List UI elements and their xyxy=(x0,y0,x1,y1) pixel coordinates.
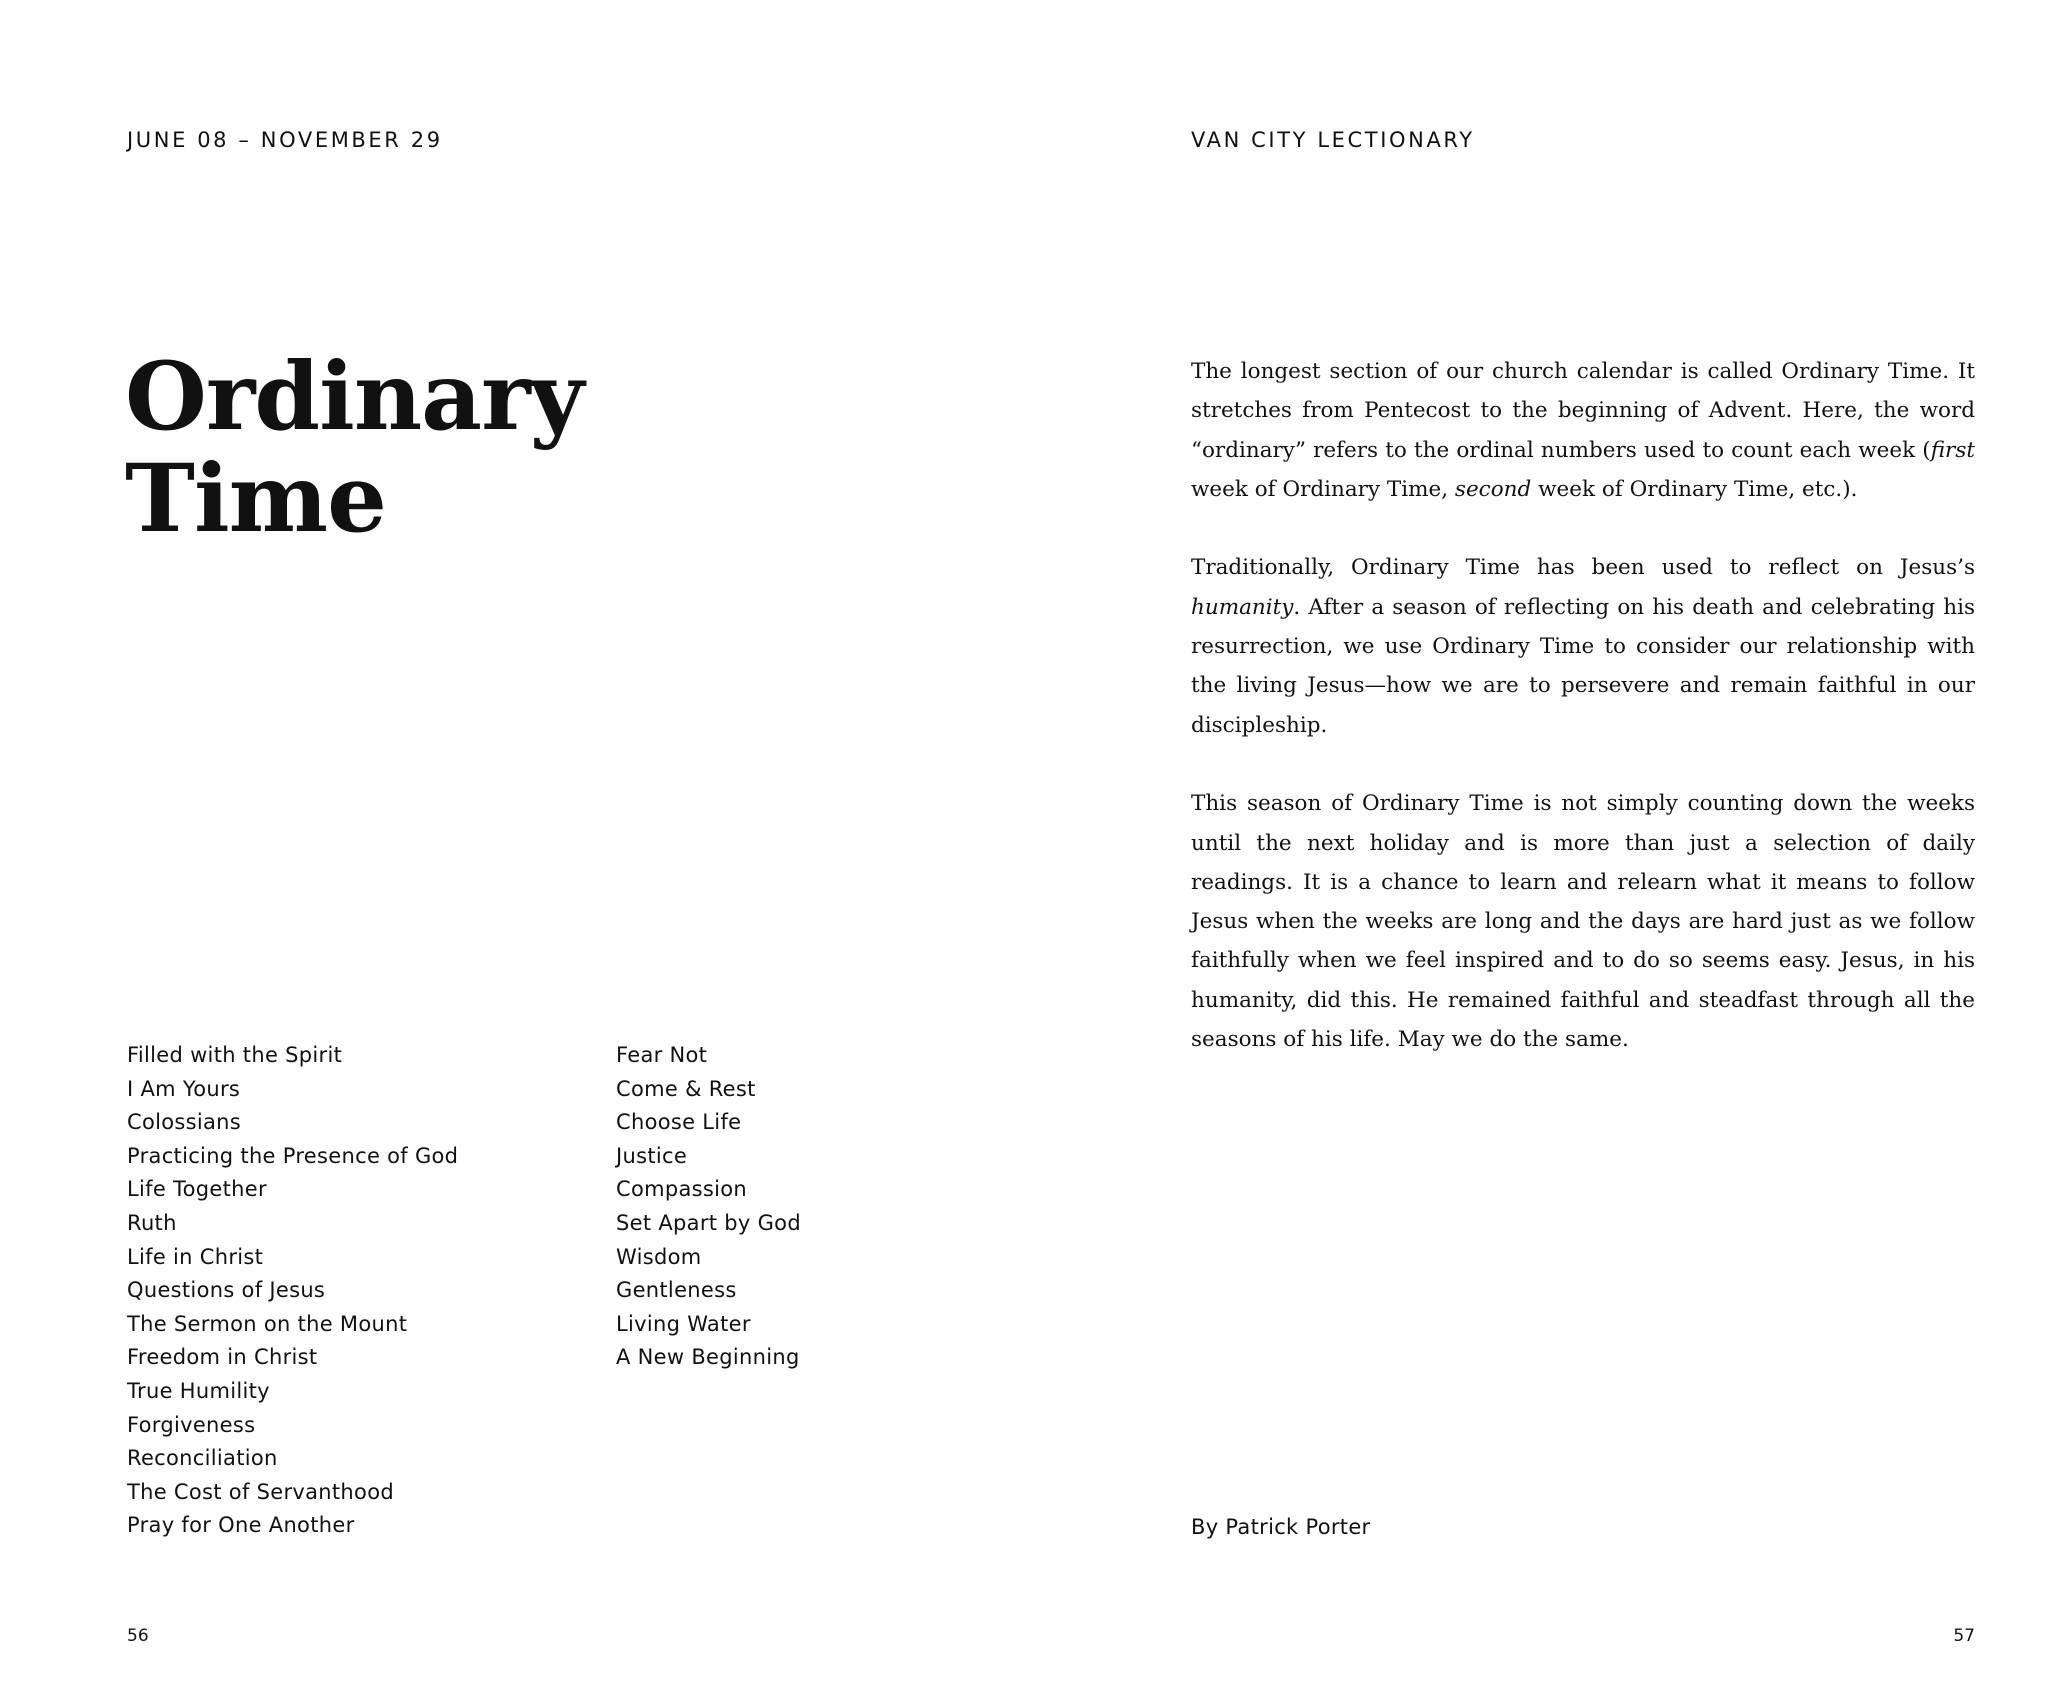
topic-item: Wisdom xyxy=(616,1244,702,1269)
topic-item: Choose Life xyxy=(616,1110,742,1135)
paragraph-text: week of Ordinary Time, etc.). xyxy=(1531,476,1858,502)
page-number-left: 56 xyxy=(127,1626,149,1646)
topics-list-column-1 xyxy=(127,1039,458,1543)
topic-item: Set Apart by God xyxy=(616,1210,801,1235)
running-head-publication: VAN CITY LECTIONARY xyxy=(1191,128,1475,152)
topic-item: Filled with the Spirit xyxy=(127,1043,343,1067)
paragraph-text: . After a season of reflecting on his death and celebrating his resurrection, we use Ordinary Time to consider our relationship with the living Jesus—how we are to persevere and remain faithful in our discipleship. xyxy=(1191,594,1975,738)
essay-paragraph-1 xyxy=(1191,352,1975,509)
topic-item: The Sermon on the Mount xyxy=(127,1311,408,1336)
topic-item: Practicing the Presence of God xyxy=(127,1143,459,1168)
topic-item: A New Beginning xyxy=(616,1345,800,1370)
paragraph-text: week of Ordinary Time, xyxy=(1191,476,1455,502)
topic-item: Gentleness xyxy=(616,1278,737,1303)
topic-item: Colossians xyxy=(127,1110,242,1135)
topic-item: Living Water xyxy=(616,1311,751,1336)
topic-item: Life Together xyxy=(127,1177,267,1202)
author-byline: By Patrick Porter xyxy=(1191,1515,1371,1539)
paragraph-text: Traditionally, Ordinary Time has been used to reflect on Jesus’s xyxy=(1191,555,1975,581)
title-line-2: Time xyxy=(125,444,386,554)
topic-item: Forgiveness xyxy=(127,1412,256,1437)
page-number-right: 57 xyxy=(1953,1626,1975,1646)
title-line-1: Ordinary xyxy=(125,342,584,452)
topics-list-column-2 xyxy=(616,1039,801,1375)
topic-item: Compassion xyxy=(616,1177,748,1202)
topic-item: Fear Not xyxy=(616,1043,708,1067)
page-title xyxy=(125,342,584,554)
emphasis-second: second xyxy=(1454,476,1532,502)
topic-item: Reconciliation xyxy=(127,1446,278,1471)
essay-body xyxy=(1191,352,1975,1059)
topic-item: Life in Christ xyxy=(127,1244,264,1269)
right-page xyxy=(1025,0,2050,1700)
essay-paragraph-3: This season of Ordinary Time is not simply counting down the weeks until the next holiday and is more than just a selection of daily readings. It is a chance to learn and relearn what it means to follow Jesus when the weeks are long and the days are hard just as we follow faithfully when we feel inspired and to do so seems easy. Jesus, in his humanity, did this. He remained faithful and steadfast through all the seasons of his life. May we do the same. xyxy=(1191,791,1975,1053)
topic-item: True Humility xyxy=(127,1378,270,1403)
emphasis-first: first xyxy=(1930,437,1975,463)
topic-item: Pray for One Another xyxy=(127,1513,355,1538)
essay-paragraph-2 xyxy=(1191,548,1975,744)
topic-item: Justice xyxy=(616,1143,688,1168)
paragraph-text: The longest section of our church calendar is called Ordinary Time. It stretches from Pentecost to the beginning of Advent. Here, the word “ordinary” refers to the ordinal numbers used to count each week ( xyxy=(1191,359,1975,463)
emphasis-humanity: humanity xyxy=(1191,594,1294,620)
topic-item: Come & Rest xyxy=(616,1076,756,1101)
topic-item: I Am Yours xyxy=(127,1076,241,1101)
topic-item: The Cost of Servanthood xyxy=(127,1479,394,1504)
topic-item: Ruth xyxy=(127,1210,177,1235)
topic-item: Questions of Jesus xyxy=(127,1278,326,1303)
running-head-dates: JUNE 08 – NOVEMBER 29 xyxy=(127,128,443,152)
topic-item: Freedom in Christ xyxy=(127,1345,318,1370)
